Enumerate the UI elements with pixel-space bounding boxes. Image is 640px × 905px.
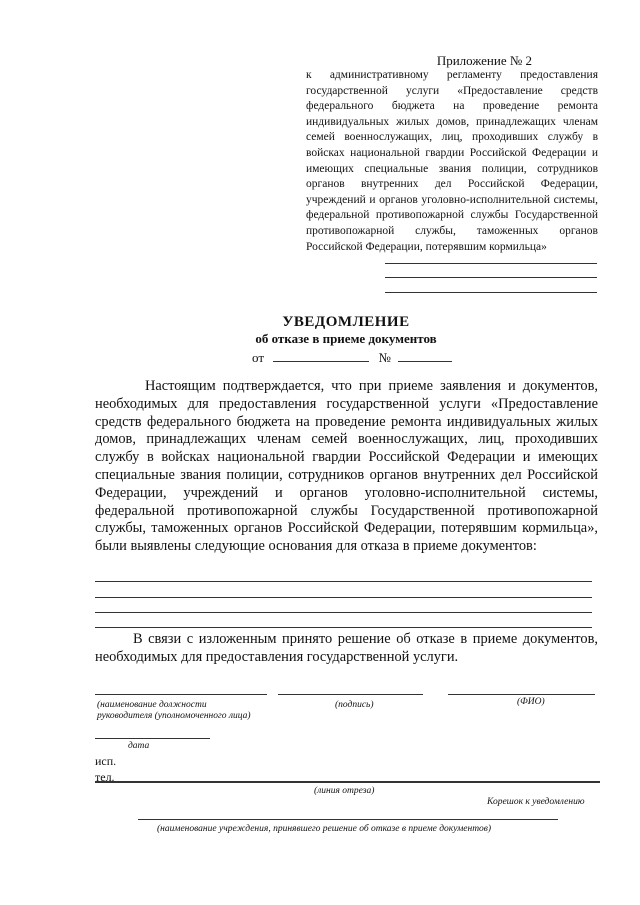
phone-label: тел.: [95, 770, 115, 784]
name-line: [448, 694, 595, 695]
appendix-blank-line: [385, 277, 597, 278]
signature-caption: (подпись): [335, 700, 374, 710]
appendix-blank-line: [385, 263, 597, 264]
date-line: [95, 738, 210, 739]
grounds-blank-line: [95, 627, 592, 628]
executor-label: исп.: [95, 754, 117, 768]
document-title: УВЕДОМЛЕНИЕ: [282, 314, 410, 330]
number-label: №: [378, 350, 391, 365]
cut-line: [95, 781, 600, 783]
date-caption: дата: [128, 741, 150, 751]
body-paragraph: Настоящим подтверждается, что при приеме заявления и документов, необходимых для предоставления государственной услуги «Предоставление средств федерального бюджета на проведение ремонта индивидуальных жилых домов, принадлежащих членам семей военнослужащих, лиц, проходивших службу в войсках национальной гвардии Российской Федерации и имеющих специальные звания полиции, сотрудников органов внутренних дел Российской Федерации, учреждений и органов уголовно-исполнительной системы, федеральной противопожарной службы Государственной противопожарной службы, таможенных органов Российской Федерации, потерявшим кормильца», были выявлены следующие основания для отказа в приеме документов:: [95, 378, 598, 555]
document-subtitle: об отказе в приеме документов: [255, 331, 437, 346]
appendix-reference-text: к административному регламенту предоставления государственной услуги «Предоставление средств федерального бюджета на проведение ремонта индивидуальных жилых домов, принадлежащих членам семей военнослужащих, лиц, проходивших службу в войсках национальной гвардии Российской Федерации и имеющих специальные звания полиции, сотрудников органов внутренних дел Российской Федерации, учреждений и органов уголовно-исполнительной системы, федеральной противопожарной службы Государственной противопожарной службы, таможенных органов Российской Федерации, потерявшим кормильца»: [306, 69, 598, 253]
signature-line: [278, 694, 423, 695]
from-label: от: [252, 350, 265, 365]
number-blank-field: [398, 349, 452, 362]
date-number-line: [252, 349, 452, 366]
grounds-blank-line: [95, 597, 592, 598]
position-caption-cont: руководителя (уполномоченного лица): [97, 711, 251, 721]
decision-paragraph: В связи с изложенным принято решение об отказе в приеме документов, необходимых для предоставления государственной услуги.: [95, 631, 598, 665]
stub-label: Корешок к уведомлению: [487, 797, 585, 807]
grounds-blank-line: [95, 612, 592, 613]
position-signature-line: [95, 694, 267, 695]
appendix-blank-line: [385, 292, 597, 293]
date-blank-field: [273, 349, 369, 362]
appendix-title: Приложение № 2: [436, 53, 532, 68]
grounds-blank-line: [95, 581, 592, 582]
cut-line-caption: (линия отреза): [314, 786, 375, 796]
position-caption: (наименование должности: [97, 700, 207, 710]
institution-caption: (наименование учреждения, принявшего решение об отказе в приеме документов): [157, 824, 492, 834]
institution-line: [138, 819, 558, 820]
name-caption: (ФИО): [517, 697, 545, 707]
